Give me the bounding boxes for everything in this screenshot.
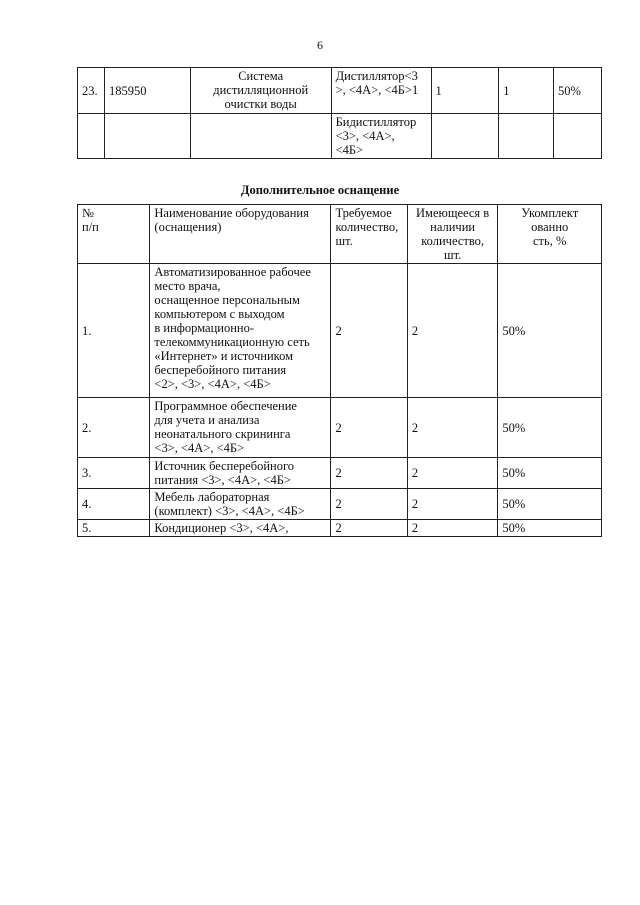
cell-item-name bbox=[331, 68, 431, 114]
text-line: телекоммуникационную сеть bbox=[154, 335, 310, 349]
cell-equipment-name bbox=[150, 520, 331, 537]
text-line: неонатального скрининга bbox=[154, 427, 291, 441]
page-number: 6 bbox=[317, 38, 323, 52]
cell-num: 3. bbox=[78, 458, 150, 489]
table-row bbox=[78, 398, 602, 458]
text-line: Дистиллятор<3 bbox=[335, 69, 418, 83]
additional-equipment-table bbox=[77, 204, 602, 537]
text-line: бесперебойного питания bbox=[154, 363, 287, 377]
cell-required bbox=[431, 114, 499, 159]
text-line: количество, bbox=[421, 234, 485, 248]
text-line: оснащенное персональным bbox=[154, 293, 300, 307]
cell-equipment-name bbox=[150, 489, 331, 520]
header-required bbox=[331, 205, 407, 264]
top-equipment-table bbox=[77, 67, 602, 159]
table-header-row bbox=[78, 205, 602, 264]
cell-percent: 50% bbox=[498, 520, 602, 537]
table-row bbox=[78, 458, 602, 489]
cell-num: 23. bbox=[78, 68, 105, 114]
text-line: шт. bbox=[443, 248, 462, 262]
cell-required: 2 bbox=[331, 489, 407, 520]
text-line: Автоматизированное рабочее bbox=[154, 265, 311, 279]
cell-percent: 50% bbox=[554, 68, 602, 114]
table-row bbox=[78, 114, 602, 159]
text-line: Кондиционер <3>, <4A>, bbox=[154, 521, 289, 535]
cell-required: 2 bbox=[331, 264, 407, 398]
table-row bbox=[78, 264, 602, 398]
cell-required: 2 bbox=[331, 458, 407, 489]
header-name bbox=[150, 205, 331, 264]
cell-equipment-name bbox=[150, 398, 331, 458]
text-line: Бидистиллятор bbox=[335, 115, 417, 129]
cell-num: 5. bbox=[78, 520, 150, 537]
cell-code: 185950 bbox=[104, 68, 190, 114]
text-line: ованно bbox=[531, 220, 569, 234]
text-line: Программное обеспечение bbox=[154, 399, 297, 413]
cell-percent: 50% bbox=[498, 489, 602, 520]
cell-num bbox=[78, 114, 105, 159]
text-line: в информационно- bbox=[154, 321, 255, 335]
text-line: <3>, <4A>, <4Б> bbox=[154, 441, 245, 455]
text-line: место врача, bbox=[154, 279, 221, 293]
text-line: наличии bbox=[430, 220, 476, 234]
cell-item-name bbox=[331, 114, 431, 159]
cell-available bbox=[499, 114, 554, 159]
cell-percent: 50% bbox=[498, 458, 602, 489]
text-line: <4Б> bbox=[335, 143, 364, 157]
text-line: п/п bbox=[82, 220, 99, 234]
text-line: компьютером с выходом bbox=[154, 307, 285, 321]
text-line: Имеющееся в bbox=[416, 206, 490, 220]
cell-available: 1 bbox=[499, 68, 554, 114]
text-line: Система bbox=[238, 69, 284, 83]
text-line: количество, bbox=[335, 220, 399, 234]
text-line: Источник бесперебойного bbox=[154, 459, 295, 473]
cell-available: 2 bbox=[407, 520, 498, 537]
header-available bbox=[407, 205, 498, 264]
text-line: «Интернет» и источником bbox=[154, 349, 294, 363]
text-line: (оснащения) bbox=[154, 220, 222, 234]
text-line: питания <3>, <4A>, <4Б> bbox=[154, 473, 291, 487]
section-title: Дополнительное оснащение bbox=[240, 183, 400, 197]
cell-num: 4. bbox=[78, 489, 150, 520]
cell-available: 2 bbox=[407, 398, 498, 458]
text-line: (комплект) <3>, <4A>, <4Б> bbox=[154, 504, 305, 518]
text-line: сть, % bbox=[533, 234, 567, 248]
cell-available: 2 bbox=[407, 264, 498, 398]
text-line: дистилляционной bbox=[213, 83, 309, 97]
table-row bbox=[78, 520, 602, 537]
cell-num: 1. bbox=[78, 264, 150, 398]
cell-system-name bbox=[190, 114, 331, 159]
text-line: № bbox=[82, 206, 94, 220]
header-num bbox=[78, 205, 150, 264]
cell-equipment-name bbox=[150, 264, 331, 398]
table-row bbox=[78, 68, 602, 114]
text-line: <2>, <3>, <4A>, <4Б> bbox=[154, 377, 271, 391]
cell-percent: 50% bbox=[498, 264, 602, 398]
cell-available: 2 bbox=[407, 458, 498, 489]
text-line: Укомплект bbox=[521, 206, 579, 220]
text-line: >, <4A>, <4Б>1 bbox=[335, 83, 419, 97]
cell-required: 1 bbox=[431, 68, 499, 114]
cell-percent: 50% bbox=[498, 398, 602, 458]
cell-available: 2 bbox=[407, 489, 498, 520]
text-line: для учета и анализа bbox=[154, 413, 260, 427]
text-line: <3>, <4A>, bbox=[335, 129, 395, 143]
cell-code bbox=[104, 114, 190, 159]
cell-system-name bbox=[190, 68, 331, 114]
cell-percent bbox=[554, 114, 602, 159]
text-line: Мебель лабораторная bbox=[154, 490, 270, 504]
text-line: Наименование оборудования bbox=[154, 206, 309, 220]
cell-num: 2. bbox=[78, 398, 150, 458]
cell-required: 2 bbox=[331, 520, 407, 537]
text-line: очистки воды bbox=[224, 97, 297, 111]
header-percent bbox=[498, 205, 602, 264]
table-row bbox=[78, 489, 602, 520]
cell-equipment-name bbox=[150, 458, 331, 489]
text-line: шт. bbox=[335, 234, 353, 248]
cell-required: 2 bbox=[331, 398, 407, 458]
text-line: Требуемое bbox=[335, 206, 392, 220]
